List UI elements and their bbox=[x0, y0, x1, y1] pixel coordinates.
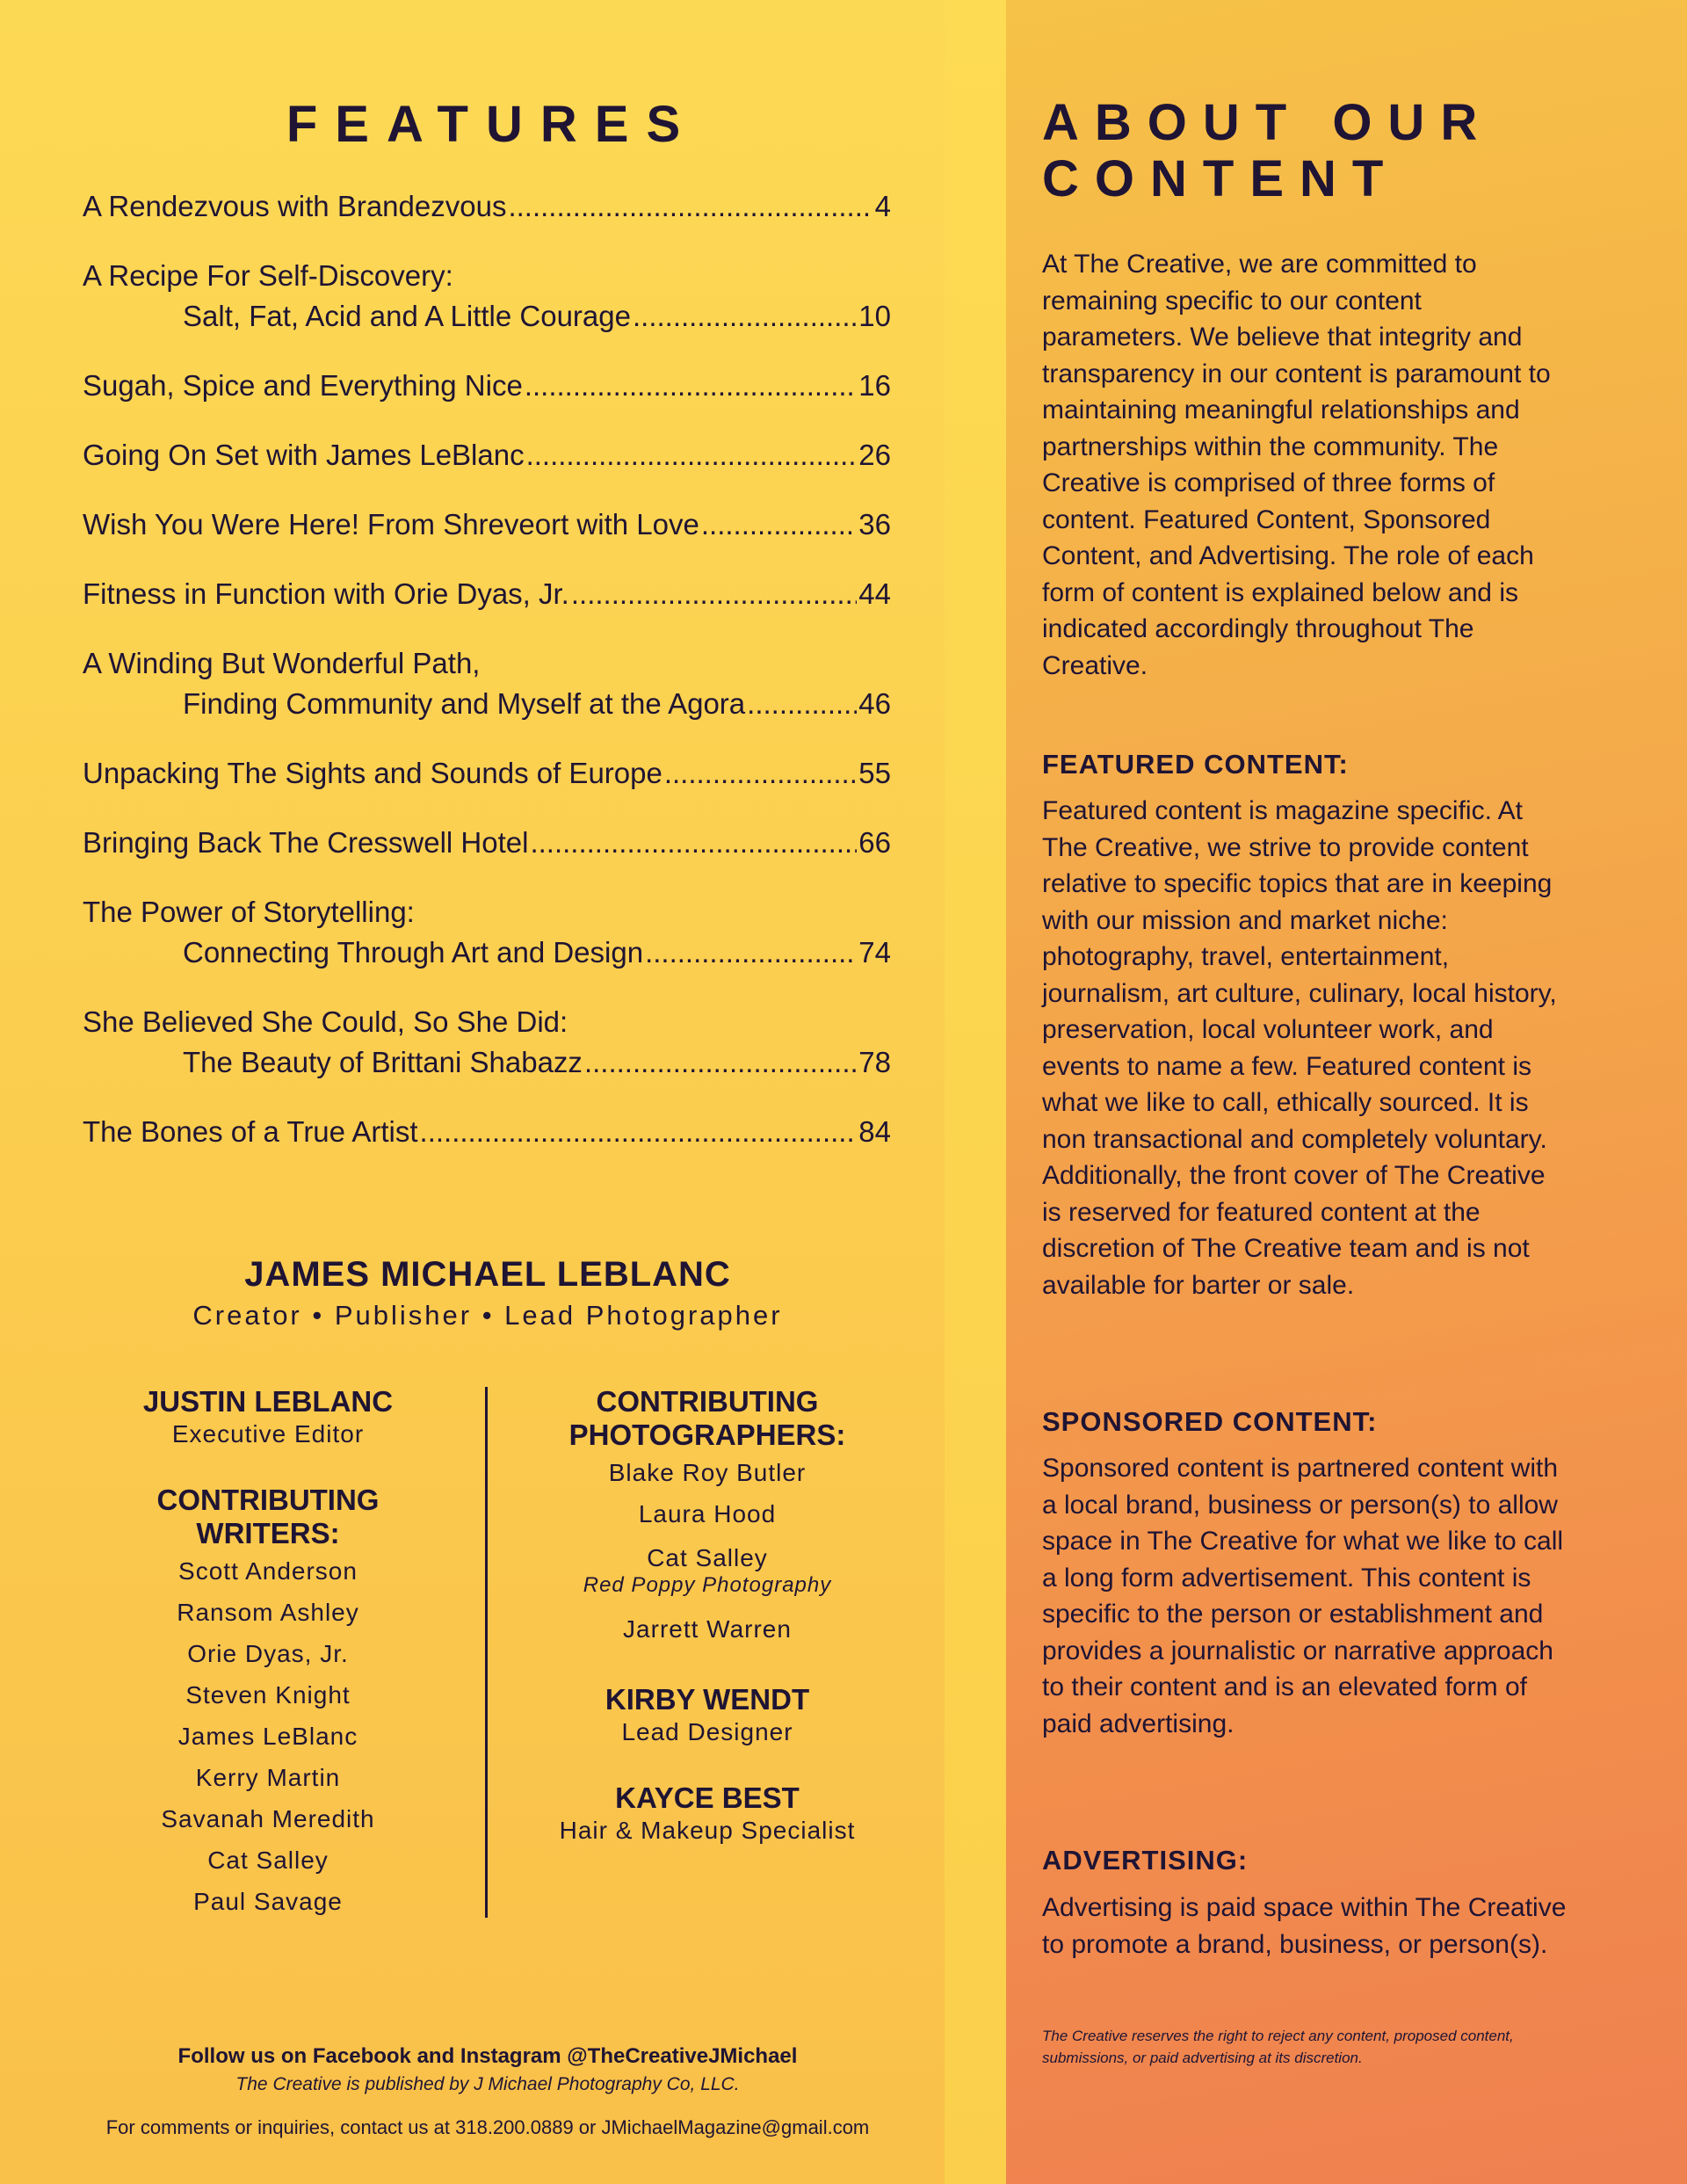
toc-leader bbox=[645, 932, 857, 973]
hair-makeup-role: Hair & Makeup Specialist bbox=[559, 1817, 856, 1844]
lead-designer-name: KIRBY WENDT bbox=[605, 1683, 810, 1716]
photographers-heading: CONTRIBUTING PHOTOGRAPHERS: bbox=[568, 1385, 846, 1451]
toc-entry-subtitle: The Beauty of Brittani Shabazz bbox=[183, 1046, 583, 1078]
toc-entry-title: Going On Set with James LeBlanc bbox=[83, 439, 525, 471]
toc-leader bbox=[530, 823, 857, 863]
writer-name: Kerry Martin bbox=[195, 1764, 341, 1791]
toc-leader bbox=[526, 435, 858, 475]
toc-entry-title: Sugah, Spice and Everything Nice bbox=[83, 369, 523, 402]
toc-leader bbox=[584, 1042, 857, 1083]
footer-contact: For comments or inquiries, contact us at 318.200.0889 or JMichaelMagazine@gmail.com bbox=[105, 2116, 870, 2138]
toc-entry[interactable] bbox=[83, 892, 891, 973]
toc-entry-title: The Bones of a True Artist bbox=[83, 1115, 418, 1148]
credits-right-column bbox=[527, 1385, 887, 1847]
toc-entry-page: 46 bbox=[858, 687, 891, 720]
executive-editor-role: Executive Editor bbox=[171, 1420, 365, 1448]
footer-follow: Follow us on Facebook and Instagram @TheCreativeJMichael bbox=[177, 2044, 798, 2068]
features-title: FEATURES bbox=[286, 96, 699, 153]
toc-entry-title: A Recipe For Self-Discovery: bbox=[83, 259, 453, 292]
toc-leader bbox=[571, 574, 857, 614]
toc-entry-subtitle: Finding Community and Myself at the Agora bbox=[183, 687, 746, 720]
toc-entry[interactable] bbox=[83, 574, 891, 614]
toc-entry-page: 84 bbox=[858, 1115, 891, 1148]
toc-leader bbox=[633, 296, 857, 337]
toc-entry-title: Fitness in Function with Orie Dyas, Jr. bbox=[83, 577, 569, 610]
toc-entry-page: 55 bbox=[858, 757, 891, 789]
sponsored-content-body: Sponsored content is partnered content with a local brand, business or person(s) to allow space in The Creative for what we like to call a long form advertisement. This content is specific to the person or establishment and provides a journalistic or narrative approach to their content and is an elevated form of paid advertising. bbox=[1042, 1454, 1564, 1738]
toc-entry-page: 4 bbox=[874, 190, 891, 222]
about-title: ABOUT OUR CONTENT bbox=[1042, 94, 1494, 207]
toc-entry[interactable] bbox=[83, 643, 891, 724]
toc-entry-title: Unpacking The Sights and Sounds of Europe bbox=[83, 757, 662, 789]
toc-leader bbox=[747, 684, 857, 724]
toc-entry-title: The Power of Storytelling: bbox=[83, 896, 415, 928]
toc-entry-title: A Winding But Wonderful Path, bbox=[83, 647, 481, 679]
creator-name: JAMES MICHAEL LEBLANC bbox=[244, 1255, 731, 1294]
toc-entry-page: 78 bbox=[858, 1046, 891, 1078]
photographer-name: Cat Salley bbox=[647, 1544, 768, 1571]
credits-left-column bbox=[105, 1385, 431, 1922]
toc-entry-page: 44 bbox=[858, 577, 891, 610]
toc-entry-title: Wish You Were Here! From Shreveort with Love bbox=[83, 508, 699, 541]
hair-makeup-name: KAYCE BEST bbox=[615, 1781, 800, 1814]
content-disclaimer: The Creative reserves the right to reject any content, proposed content, submissions, or paid advertising at its discretion. bbox=[1042, 2028, 1514, 2066]
executive-editor-name: JUSTIN LEBLANC bbox=[142, 1385, 394, 1418]
featured-content-body: Featured content is magazine specific. At The Creative, we strive to provide content relative to specific topics that are in keeping with our mission and market niche: photography, travel, entertainment, journalism, art culture, culinary, local history, preservation, local volunteer work, and events to name a few. Featured content is what we like to call, ethically sourced. It is non transactional and completely voluntary. Additionally, the front cover of The Creative is reserved for featured content at the discretion of The Creative team and is not available for barter or sale. bbox=[1042, 796, 1557, 1300]
toc-entry[interactable] bbox=[83, 186, 891, 227]
toc-entry-page: 16 bbox=[858, 369, 891, 402]
writers-heading: CONTRIBUTING WRITERS: bbox=[156, 1484, 380, 1549]
toc-entry[interactable] bbox=[83, 753, 891, 794]
toc-leader bbox=[701, 504, 857, 545]
toc-entry-title: She Believed She Could, So She Did: bbox=[83, 1005, 568, 1038]
toc-entry-title: Bringing Back The Cresswell Hotel bbox=[83, 826, 529, 859]
writer-name: Scott Anderson bbox=[178, 1557, 358, 1585]
toc-entry[interactable] bbox=[83, 435, 891, 475]
writer-name: Savanah Meredith bbox=[161, 1805, 375, 1832]
photographer-name: Laura Hood bbox=[638, 1500, 777, 1527]
advertising-heading: ADVERTISING: bbox=[1042, 1845, 1249, 1876]
toc-entry-page: 10 bbox=[858, 300, 891, 332]
toc-leader bbox=[420, 1112, 858, 1152]
writer-name: Ransom Ashley bbox=[177, 1599, 359, 1626]
lead-designer-role: Lead Designer bbox=[621, 1718, 793, 1745]
photographer-name: Jarrett Warren bbox=[623, 1615, 792, 1643]
toc-entry-subtitle: Connecting Through Art and Design bbox=[183, 936, 644, 969]
footer-published: The Creative is published by J Michael Photography Co, LLC. bbox=[235, 2074, 740, 2094]
advertising-body: Advertising is paid space within The Creative to promote a brand, business, or person(s). bbox=[1042, 1893, 1567, 1959]
sponsored-content-heading: SPONSORED CONTENT: bbox=[1042, 1406, 1378, 1437]
writer-name: Cat Salley bbox=[207, 1847, 329, 1874]
toc-entry[interactable] bbox=[83, 1002, 891, 1083]
writer-name: Paul Savage bbox=[193, 1888, 343, 1915]
toc-entry-page: 74 bbox=[858, 936, 891, 969]
panel-divider bbox=[945, 0, 1006, 2184]
photographer-name: Blake Roy Butler bbox=[608, 1459, 807, 1486]
toc-entry[interactable] bbox=[83, 366, 891, 406]
credits-divider bbox=[485, 1387, 488, 1918]
toc-leader bbox=[664, 753, 857, 794]
creator-role: Creator • Publisher • Lead Photographer bbox=[192, 1300, 783, 1331]
writer-name: James LeBlanc bbox=[177, 1723, 358, 1750]
toc-entry-title: A Rendezvous with Brandezvous bbox=[83, 190, 507, 222]
toc-leader bbox=[508, 186, 872, 227]
about-intro: At The Creative, we are committed to remaining specific to our content parameters. We believe that integrity and transparency in our content is paramount to maintaining meaningful relationships and partnerships within the community. The Creative is comprised of three forms of content. Featured Content, Sponsored Content, and Advertising. The role of each form of content is explained below and is indicated accordingly throughout The Creative. bbox=[1042, 250, 1551, 680]
writer-name: Steven Knight bbox=[185, 1681, 351, 1709]
toc-entry-page: 66 bbox=[858, 826, 891, 859]
writer-name: Orie Dyas, Jr. bbox=[187, 1640, 349, 1667]
featured-content-heading: FEATURED CONTENT: bbox=[1042, 749, 1349, 780]
toc-entry[interactable] bbox=[83, 823, 891, 863]
toc-entry-subtitle: Salt, Fat, Acid and A Little Courage bbox=[183, 300, 631, 332]
toc-leader bbox=[525, 366, 857, 406]
toc-entry-page: 36 bbox=[858, 508, 891, 541]
table-of-contents bbox=[83, 186, 891, 1181]
toc-entry[interactable] bbox=[83, 504, 891, 545]
photographer-studio: Red Poppy Photography bbox=[583, 1573, 832, 1597]
toc-entry[interactable] bbox=[83, 1112, 891, 1152]
toc-entry[interactable] bbox=[83, 256, 891, 337]
toc-entry-page: 26 bbox=[858, 439, 891, 471]
